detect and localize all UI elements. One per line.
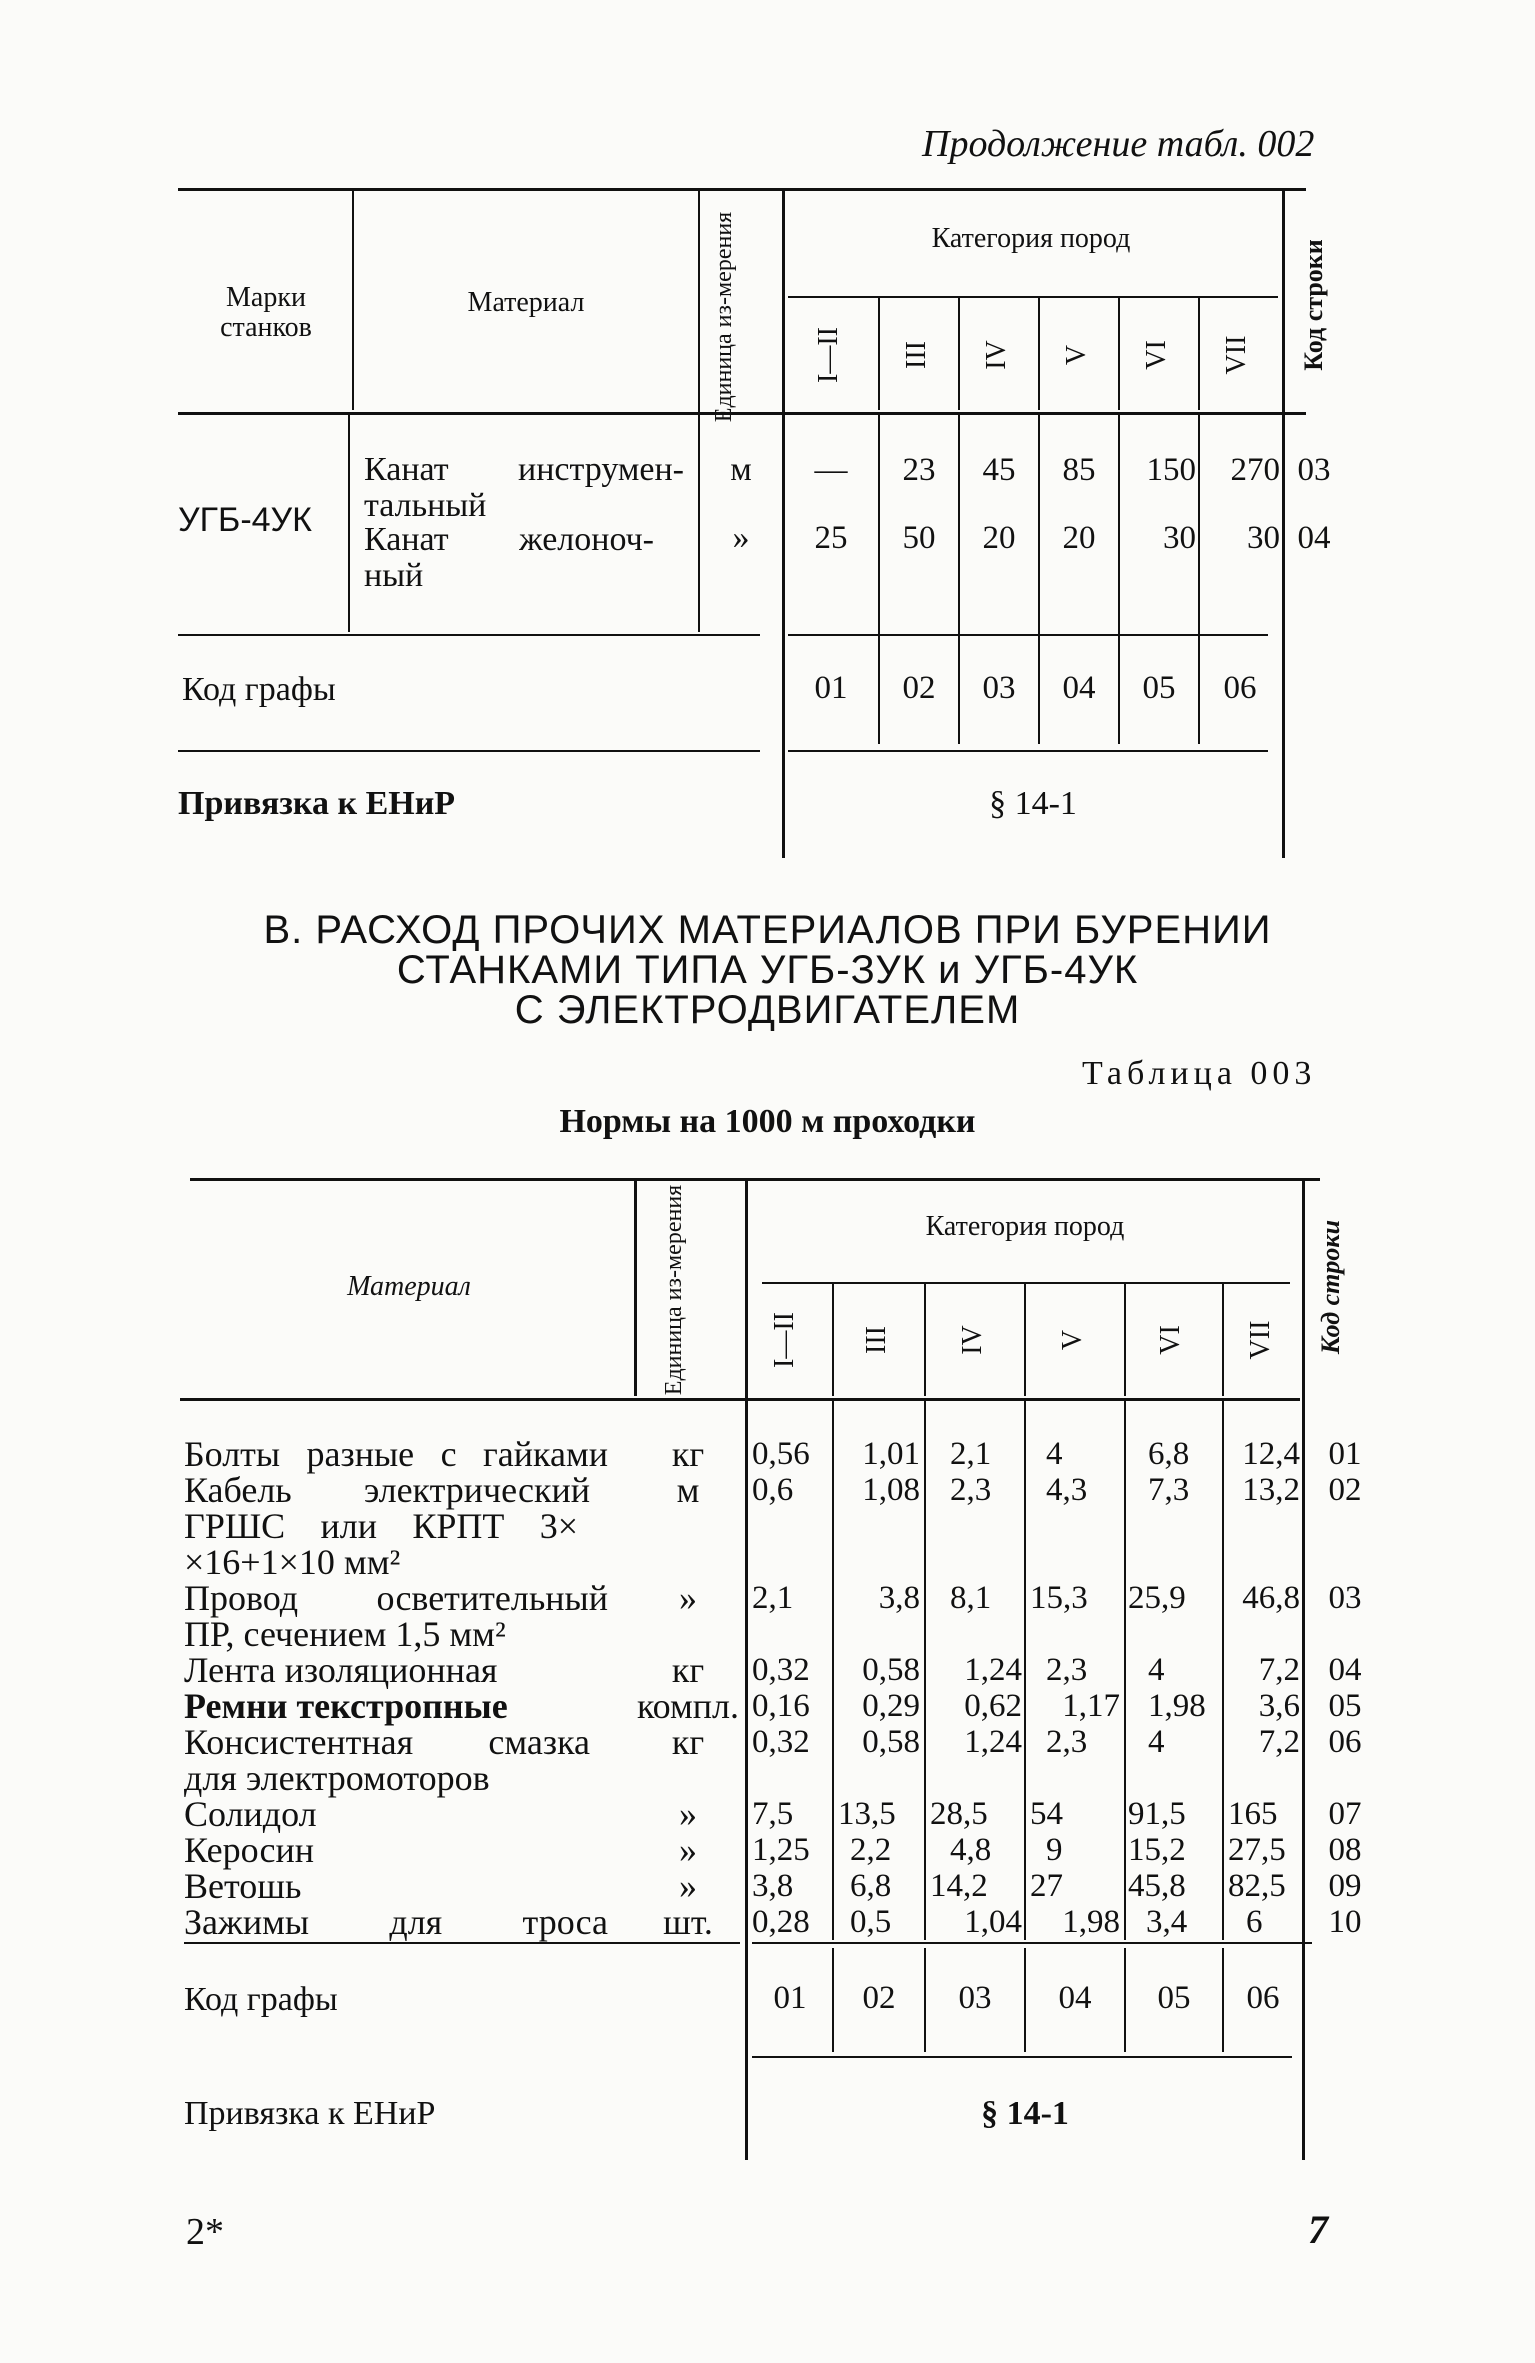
table1-header-unit: Единица из-мерения	[711, 211, 737, 423]
table2-vline	[832, 1284, 834, 1396]
material-label: Консистентная смазка	[184, 1722, 590, 1762]
value-cell: 0,5	[850, 1904, 892, 1940]
table1-cat-header: V	[1061, 344, 1092, 366]
table1-vline	[1038, 298, 1040, 410]
table1-cat-header: VII	[1221, 335, 1252, 375]
table2-header-code-row: Код строки	[1316, 1219, 1345, 1355]
table2-vline	[634, 1180, 637, 1396]
material-label: тальный	[364, 487, 487, 524]
row-code: 04	[1297, 520, 1331, 556]
value-cell: 2,3	[1046, 1652, 1088, 1688]
table2-cat-header: III	[861, 1326, 892, 1354]
norms-label: Нормы на 1000 м проходки	[559, 1103, 976, 1140]
table1-header-category: Категория пород	[931, 223, 1131, 254]
row-code: 06	[1328, 1724, 1362, 1760]
value-cell: 50	[902, 520, 936, 556]
value-cell: 85	[1062, 452, 1096, 488]
value-cell: 6,8	[1148, 1436, 1190, 1472]
table1-header-code-row: Код строки	[1299, 239, 1328, 371]
table-label: Таблица 003	[1082, 1055, 1317, 1092]
value-cell: 15,3	[1030, 1580, 1088, 1616]
value-cell: 14,2	[930, 1868, 988, 1904]
table2-cat-header: V	[1057, 1329, 1088, 1351]
material-label: Зажимы для троса	[184, 1902, 608, 1942]
value-cell: 1,24	[964, 1652, 1022, 1688]
value-cell: 1,04	[964, 1904, 1022, 1940]
table1-cat-header: VI	[1141, 340, 1172, 370]
material-label: Керосин	[184, 1830, 315, 1870]
code-graph-cell: 06	[1246, 1980, 1280, 2016]
value-cell: 13,5	[838, 1796, 896, 1832]
table1-cat-header: I—II	[813, 327, 844, 383]
unit-cell: »	[679, 1794, 697, 1834]
value-cell: 46,8	[1242, 1580, 1300, 1616]
material-label: ×16+1×10 мм²	[184, 1542, 401, 1582]
table2-header-unit: Единица из-мерения	[661, 1184, 687, 1396]
value-cell: 2,3	[950, 1472, 992, 1508]
table2-vline	[1024, 1284, 1026, 1396]
value-cell: 20	[1062, 520, 1096, 556]
material-label: Лента изоляционная	[184, 1650, 498, 1690]
table1-vline	[1118, 298, 1120, 410]
unit-cell: »	[732, 519, 750, 556]
row-code: 08	[1328, 1832, 1362, 1868]
code-graph-cell: 02	[862, 1980, 896, 2016]
value-cell: 3,8	[878, 1580, 920, 1616]
unit-cell: кг	[671, 1434, 705, 1474]
table2-vline	[1302, 1180, 1305, 2160]
table2-vline	[1222, 1284, 1224, 1396]
row-code: 09	[1328, 1868, 1362, 1904]
table1-top-rule	[178, 188, 1306, 191]
unit-cell: »	[679, 1830, 697, 1870]
code-graph-cell: 02	[902, 670, 936, 706]
table2-vline	[1124, 1284, 1126, 1396]
binding-value: § 14-1	[989, 785, 1077, 822]
value-cell: 4,3	[1046, 1472, 1088, 1508]
table2-cat-header: VII	[1245, 1320, 1276, 1360]
table2-body-rule-left	[184, 1942, 740, 1944]
material-label: Ветошь	[184, 1866, 302, 1906]
table2-body-rule-right	[752, 1942, 1312, 1944]
value-cell: 23	[902, 452, 936, 488]
value-cell: 0,16	[752, 1688, 810, 1724]
value-cell: 0,62	[964, 1688, 1022, 1724]
material-label: Провод осветительный	[184, 1578, 608, 1618]
table1-body-rule-right	[788, 634, 1268, 636]
row-code: 01	[1328, 1436, 1362, 1472]
material-label: Канат инструмен-	[364, 451, 684, 488]
value-cell: 20	[982, 520, 1016, 556]
code-graph-cell: 03	[982, 670, 1016, 706]
value-cell: 1,98	[1062, 1904, 1120, 1940]
value-cell: 0,58	[862, 1724, 920, 1760]
value-cell: 45,8	[1128, 1868, 1186, 1904]
value-cell: 28,5	[930, 1796, 988, 1832]
binding-label: Привязка к ЕНиР	[178, 785, 456, 822]
value-cell: —	[814, 452, 848, 488]
code-graph-cell: 04	[1062, 670, 1096, 706]
table1-header-marks: Марки станков	[220, 282, 312, 343]
value-cell: 54	[1030, 1796, 1063, 1832]
section-title-line-2: СТАНКАМИ ТИПА УГБ-ЗУК и УГБ-4УК	[396, 948, 1139, 992]
table1-machine: УГБ-4УК	[178, 501, 312, 539]
row-code: 07	[1328, 1796, 1362, 1832]
table1-vline	[698, 190, 700, 632]
value-cell: 1,98	[1148, 1688, 1206, 1724]
value-cell: 30	[1163, 520, 1196, 556]
row-code: 10	[1328, 1904, 1362, 1940]
table2-cat-header: IV	[957, 1325, 988, 1355]
value-cell: 0,58	[862, 1652, 920, 1688]
value-cell: 1,08	[862, 1472, 920, 1508]
table1-body-rule-left	[178, 634, 760, 636]
value-cell: 0,32	[752, 1652, 810, 1688]
unit-cell: кг	[671, 1650, 705, 1690]
table2-top-rule	[190, 1178, 1320, 1181]
value-cell: 0,28	[752, 1904, 810, 1940]
table1-code-rule-left	[178, 750, 760, 752]
table2-vline	[1124, 1400, 1126, 1940]
value-cell: 25	[814, 520, 848, 556]
material-label: Ремни текстропные	[184, 1686, 508, 1726]
value-cell: 7,5	[752, 1796, 794, 1832]
value-cell: 1,25	[752, 1832, 810, 1868]
unit-cell: шт.	[663, 1902, 713, 1942]
code-graph-cell: 05	[1142, 670, 1176, 706]
value-cell: 27	[1030, 1868, 1063, 1904]
table1-header-material: Материал	[467, 287, 585, 318]
material-label: Солидол	[184, 1794, 317, 1834]
value-cell: 7,2	[1258, 1652, 1300, 1688]
table1-vline	[958, 298, 960, 410]
table1-category-rule	[788, 296, 1278, 298]
value-cell: 6,8	[850, 1868, 892, 1904]
value-cell: 4	[1148, 1724, 1165, 1760]
value-cell: 91,5	[1128, 1796, 1186, 1832]
table1-vline	[348, 414, 350, 632]
material-label: ГРШС или КРПТ 3×	[184, 1506, 578, 1546]
table2-vline	[1024, 1400, 1026, 1940]
row-code: 03	[1328, 1580, 1362, 1616]
value-cell: 0,56	[752, 1436, 810, 1472]
row-code: 03	[1297, 452, 1331, 488]
value-cell: 165	[1228, 1796, 1278, 1832]
value-cell: 270	[1230, 452, 1280, 488]
value-cell: 9	[1046, 1832, 1063, 1868]
value-cell: 0,29	[862, 1688, 920, 1724]
table2-header-category: Категория пород	[925, 1211, 1125, 1242]
value-cell: 6	[1246, 1904, 1263, 1940]
unit-cell: м	[676, 1470, 700, 1510]
value-cell: 0,6	[752, 1472, 794, 1508]
code-graph-cell: 06	[1223, 670, 1257, 706]
value-cell: 2,3	[1046, 1724, 1088, 1760]
value-cell: 3,4	[1146, 1904, 1188, 1940]
code-graph-cell: 01	[814, 670, 848, 706]
value-cell: 82,5	[1228, 1868, 1286, 1904]
unit-cell: »	[679, 1866, 697, 1906]
value-cell: 27,5	[1228, 1832, 1286, 1868]
value-cell: 12,4	[1242, 1436, 1300, 1472]
value-cell: 8,1	[950, 1580, 992, 1616]
value-cell: 7,2	[1258, 1724, 1300, 1760]
table1-code-rule-right	[788, 750, 1268, 752]
value-cell: 3,8	[752, 1868, 794, 1904]
table2-vline	[924, 1284, 926, 1396]
code-graph-cell: 03	[958, 1980, 992, 2016]
page-number-right: 7	[1308, 2207, 1328, 2252]
material-label: Кабель электрический	[184, 1470, 590, 1510]
table2-cat-header: I—II	[769, 1312, 800, 1368]
table2-header-rule	[180, 1398, 1300, 1401]
table1-vline	[1198, 298, 1200, 410]
value-cell: 1,01	[862, 1436, 920, 1472]
unit-cell: »	[679, 1578, 697, 1618]
code-graph-label: Код графы	[184, 1981, 338, 2018]
table2-header-material: Материал	[347, 1271, 471, 1302]
value-cell: 13,2	[1242, 1472, 1300, 1508]
code-graph-cell: 05	[1157, 1980, 1191, 2016]
table2-code-rule	[752, 2056, 1292, 2058]
continuation-label: Продолжение табл. 002	[922, 123, 1315, 165]
table1-cat-header: III	[901, 341, 932, 369]
table1-vline	[352, 190, 354, 410]
material-label: ный	[364, 557, 424, 594]
row-code: 04	[1328, 1652, 1362, 1688]
value-cell: 2,2	[850, 1832, 892, 1868]
material-label: ПР, сечением 1,5 мм²	[184, 1614, 506, 1654]
value-cell: 0,32	[752, 1724, 810, 1760]
table2-cat-header: VI	[1155, 1325, 1186, 1355]
row-code: 05	[1328, 1688, 1362, 1724]
material-label: для электромоторов	[184, 1758, 490, 1798]
value-cell: 45	[982, 452, 1016, 488]
code-graph-cell: 04	[1058, 1980, 1092, 2016]
value-cell: 2,1	[752, 1580, 794, 1616]
unit-cell: кг	[671, 1722, 705, 1762]
value-cell: 4	[1046, 1436, 1063, 1472]
value-cell: 30	[1247, 520, 1280, 556]
code-graph-cell: 01	[773, 1980, 807, 2016]
table2-category-rule	[762, 1282, 1290, 1284]
code-graph-label: Код графы	[182, 671, 336, 708]
value-cell: 7,3	[1148, 1472, 1190, 1508]
value-cell: 25,9	[1128, 1580, 1186, 1616]
table1-vline	[878, 298, 880, 410]
section-title-line-3: С ЭЛЕКТРОДВИГАТЕЛЕМ	[514, 988, 1021, 1032]
value-cell: 1,17	[1062, 1688, 1120, 1724]
section-title-line-1: В. РАСХОД ПРОЧИХ МАТЕРИАЛОВ ПРИ БУРЕНИИ	[263, 908, 1272, 952]
table1-cat-header: IV	[981, 340, 1012, 370]
value-cell: 15,2	[1128, 1832, 1186, 1868]
page-number-left: 2*	[186, 2211, 224, 2253]
value-cell: 150	[1146, 452, 1196, 488]
binding-label: Привязка к ЕНиР	[184, 2095, 436, 2132]
row-code: 02	[1328, 1472, 1362, 1508]
material-label: Канат желоноч-	[364, 521, 654, 558]
value-cell: 4,8	[950, 1832, 992, 1868]
value-cell: 2,1	[950, 1436, 992, 1472]
unit-cell: компл.	[637, 1686, 739, 1726]
value-cell: 4	[1148, 1652, 1165, 1688]
unit-cell: м	[730, 451, 752, 488]
value-cell: 3,6	[1258, 1688, 1300, 1724]
binding-value: § 14-1	[981, 2095, 1069, 2132]
value-cell: 1,24	[964, 1724, 1022, 1760]
material-label: Болты разные с гайками	[184, 1434, 608, 1474]
